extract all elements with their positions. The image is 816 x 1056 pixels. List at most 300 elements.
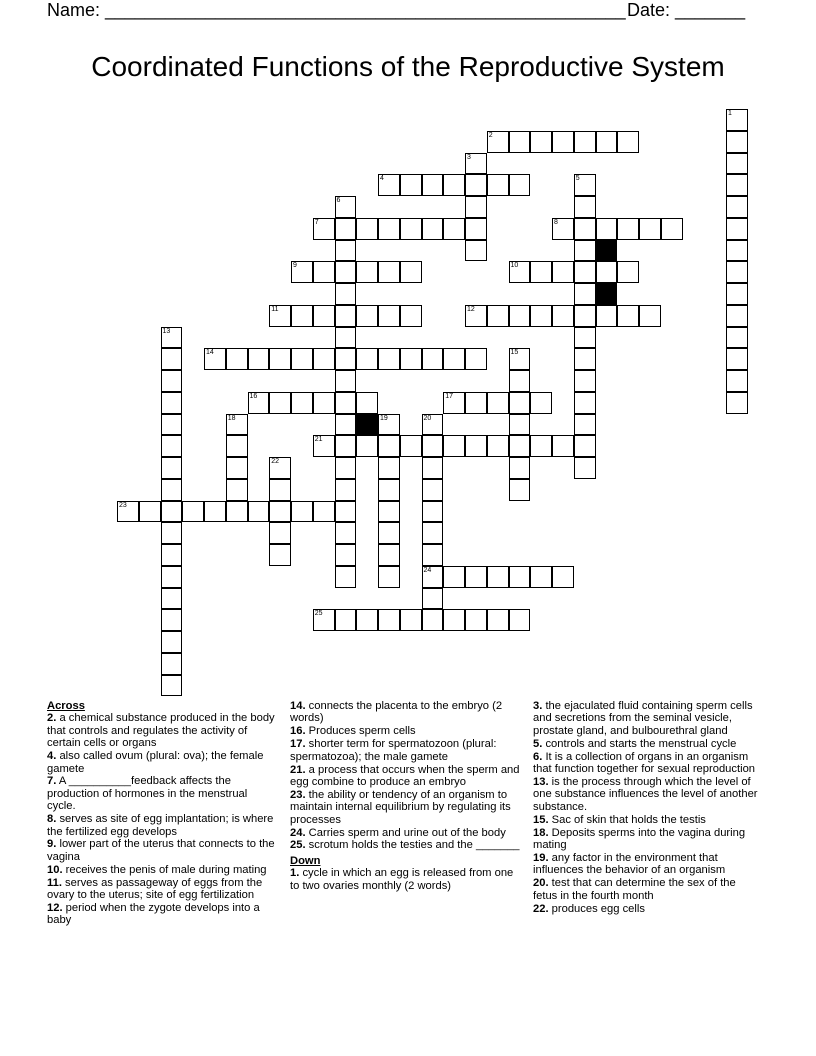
grid-cell[interactable] <box>509 131 531 153</box>
grid-cell[interactable] <box>313 305 335 327</box>
grid-cell[interactable] <box>509 457 531 479</box>
clue-text: controls and starts the menstrual cycle <box>542 737 737 750</box>
grid-cell[interactable] <box>487 392 509 414</box>
grid-cell[interactable] <box>378 566 400 588</box>
name-field[interactable]: Name: ____________________________________________________ <box>47 0 626 20</box>
grid-cell[interactable] <box>443 392 465 414</box>
grid-cell[interactable] <box>443 218 465 240</box>
grid-cell[interactable] <box>574 392 596 414</box>
clue-number: 22. <box>533 902 549 915</box>
clue-number-label: 25 <box>314 610 323 618</box>
clue-text: period when the zygote develops into a baby <box>47 902 260 927</box>
grid-cell[interactable] <box>335 348 357 370</box>
clue-item <box>290 839 522 851</box>
clue-number-label: 18 <box>227 414 236 422</box>
grid-cell[interactable] <box>378 479 400 501</box>
grid-cell[interactable] <box>465 435 487 457</box>
clue-text: Sac of skin that holds the testis <box>548 813 706 826</box>
clue-text: any factor in the environment that influences the behavior of an organism <box>533 851 726 877</box>
clue-text: serves as passageway of eggs from the ovary to the uterus; site of egg fertilization <box>47 876 263 902</box>
clue-number: 25. <box>290 839 306 852</box>
clues-column-1 <box>47 700 275 927</box>
grid-cell[interactable] <box>465 153 487 175</box>
black-cell <box>596 240 618 262</box>
clue-number-label: 19 <box>380 414 388 422</box>
clue-number: 4. <box>47 750 57 763</box>
grid-cell[interactable] <box>574 370 596 392</box>
grid-cell[interactable] <box>269 501 291 523</box>
grid-cell[interactable] <box>335 457 357 479</box>
grid-cell[interactable] <box>378 522 400 544</box>
grid-cell[interactable] <box>313 435 335 457</box>
grid-cell[interactable] <box>335 240 357 262</box>
grid-cell[interactable] <box>726 240 748 262</box>
grid-cell[interactable] <box>726 370 748 392</box>
grid-cell[interactable] <box>726 109 748 131</box>
grid-cell[interactable] <box>335 501 357 523</box>
grid-cell[interactable] <box>465 240 487 262</box>
grid-cell[interactable] <box>726 153 748 175</box>
grid-cell[interactable] <box>509 609 531 631</box>
grid-cell[interactable] <box>530 435 552 457</box>
grid-cell[interactable] <box>422 348 444 370</box>
grid-cell[interactable] <box>269 457 291 479</box>
clue-item <box>533 877 763 902</box>
grid-cell[interactable] <box>161 327 183 349</box>
clue-number: 23. <box>290 788 306 801</box>
grid-cell[interactable] <box>552 305 574 327</box>
grid-cell[interactable] <box>422 457 444 479</box>
clue-number-label: 16 <box>249 392 258 400</box>
grid-cell[interactable] <box>509 174 531 196</box>
grid-cell[interactable] <box>161 631 183 653</box>
grid-cell[interactable] <box>574 218 596 240</box>
clue-item <box>533 827 763 852</box>
grid-cell[interactable] <box>617 131 639 153</box>
clue-number: 9. <box>47 838 57 851</box>
grid-cell[interactable] <box>400 609 422 631</box>
clue-text: Deposits sperms into the vagina during mating <box>533 826 746 851</box>
clue-item <box>47 813 275 838</box>
grid-cell[interactable] <box>313 261 335 283</box>
clue-item <box>533 700 763 737</box>
clue-number-label: 1 <box>728 110 732 117</box>
grid-cell[interactable] <box>530 261 552 283</box>
grid-cell[interactable] <box>422 566 444 588</box>
clue-text: a process that occurs when the sperm and egg combine to produce an embryo <box>290 763 520 788</box>
clue-number: 14. <box>290 700 306 712</box>
clue-number-label: 10 <box>510 262 519 270</box>
grid-cell[interactable] <box>443 435 465 457</box>
grid-cell[interactable] <box>509 479 531 501</box>
clue-item <box>47 750 275 775</box>
grid-cell[interactable] <box>400 261 422 283</box>
grid-cell[interactable] <box>487 609 509 631</box>
grid-cell[interactable] <box>509 435 531 457</box>
clue-number-label: 24 <box>423 566 432 574</box>
clue-number: 2. <box>47 712 57 725</box>
grid-cell[interactable] <box>574 305 596 327</box>
clue-number: 24. <box>290 826 306 839</box>
grid-cell[interactable] <box>400 218 422 240</box>
grid-cell[interactable] <box>465 174 487 196</box>
grid-cell[interactable] <box>726 283 748 305</box>
grid-cell[interactable] <box>161 348 183 370</box>
clue-item <box>533 738 763 750</box>
grid-cell[interactable] <box>313 392 335 414</box>
grid-cell[interactable] <box>291 392 313 414</box>
clue-text: cycle in which an egg is released from one to two ovaries monthly (2 words) <box>290 867 514 892</box>
grid-cell[interactable] <box>161 457 183 479</box>
grid-cell[interactable] <box>639 305 661 327</box>
grid-cell[interactable] <box>726 261 748 283</box>
grid-cell[interactable] <box>509 414 531 436</box>
clue-text: Carries sperm and urine out of the body <box>305 826 506 839</box>
grid-cell[interactable] <box>269 348 291 370</box>
grid-cell[interactable] <box>465 392 487 414</box>
black-cell <box>596 283 618 305</box>
clue-item <box>290 738 522 763</box>
grid-cell[interactable] <box>226 479 248 501</box>
clue-number: 20. <box>533 877 549 890</box>
grid-cell[interactable] <box>552 218 574 240</box>
clue-text: connects the placenta to the embryo (2 words) <box>290 700 503 725</box>
grid-cell[interactable] <box>378 174 400 196</box>
grid-cell[interactable] <box>291 305 313 327</box>
grid-cell[interactable] <box>487 174 509 196</box>
clue-text: a chemical substance produced in the body that controls and regulates the activity of certain cells or organs <box>47 712 275 750</box>
grid-cell[interactable] <box>226 414 248 436</box>
clue-item <box>47 864 275 876</box>
clue-number: 19. <box>533 851 549 864</box>
grid-cell[interactable] <box>400 435 422 457</box>
clue-number-label: 7 <box>314 218 319 226</box>
grid-cell[interactable] <box>422 414 444 436</box>
grid-cell[interactable] <box>378 501 400 523</box>
grid-cell[interactable] <box>617 261 639 283</box>
grid-cell[interactable] <box>335 414 357 436</box>
grid-cell[interactable] <box>465 348 487 370</box>
grid-cell[interactable] <box>465 566 487 588</box>
grid-cell[interactable] <box>530 392 552 414</box>
grid-cell[interactable] <box>269 305 291 327</box>
grid-cell[interactable] <box>465 609 487 631</box>
grid-cell[interactable] <box>378 218 400 240</box>
grid-cell[interactable] <box>161 414 183 436</box>
clue-number-label: 5 <box>575 175 580 183</box>
grid-cell[interactable] <box>530 566 552 588</box>
grid-cell[interactable] <box>726 218 748 240</box>
clue-number-label: 23 <box>119 501 127 509</box>
grid-cell[interactable] <box>726 305 748 327</box>
clue-number: 6. <box>533 750 543 763</box>
grid-cell[interactable] <box>422 479 444 501</box>
grid-cell[interactable] <box>509 566 531 588</box>
clue-number: 12. <box>47 902 63 914</box>
clue-text: serves as site of egg implantation; is where the fertilized egg develops <box>47 813 274 838</box>
grid-cell[interactable] <box>530 305 552 327</box>
grid-cell[interactable] <box>487 131 509 153</box>
grid-cell[interactable] <box>335 218 357 240</box>
grid-cell[interactable] <box>161 479 183 501</box>
grid-cell[interactable] <box>378 414 400 436</box>
grid-cell[interactable] <box>443 609 465 631</box>
grid-cell[interactable] <box>422 218 444 240</box>
clue-text: shorter term for spermatozoon (plural: spermatozoa); the male gamete <box>290 738 497 763</box>
grid-cell[interactable] <box>313 501 335 523</box>
clue-item <box>533 776 763 813</box>
grid-cell[interactable] <box>487 566 509 588</box>
clue-text: also called ovum (plural: ova); the female gamete <box>47 750 264 775</box>
clue-item <box>47 877 275 902</box>
grid-cell[interactable] <box>465 218 487 240</box>
grid-cell[interactable] <box>226 435 248 457</box>
clue-number-label: 4 <box>380 175 384 183</box>
grid-cell[interactable] <box>378 609 400 631</box>
grid-cell[interactable] <box>161 609 183 631</box>
clue-number-label: 11 <box>271 305 279 313</box>
grid-cell[interactable] <box>161 588 183 610</box>
clue-text: test that can determine the sex of the fetus in the fourth month <box>533 877 736 902</box>
grid-cell[interactable] <box>378 305 400 327</box>
grid-cell[interactable] <box>422 522 444 544</box>
grid-cell[interactable] <box>161 675 183 697</box>
clue-number-label: 2 <box>488 131 493 139</box>
grid-cell[interactable] <box>161 370 183 392</box>
clue-number: 8. <box>47 813 57 826</box>
grid-cell[interactable] <box>487 305 509 327</box>
clue-number: 5. <box>533 737 543 750</box>
grid-cell[interactable] <box>400 174 422 196</box>
grid-cell[interactable] <box>356 392 378 414</box>
grid-cell[interactable] <box>313 348 335 370</box>
grid-cell[interactable] <box>161 544 183 566</box>
grid-cell[interactable] <box>726 174 748 196</box>
grid-cell[interactable] <box>335 392 357 414</box>
grid-cell[interactable] <box>596 131 618 153</box>
clue-number-label: 21 <box>314 436 323 444</box>
grid-cell[interactable] <box>161 566 183 588</box>
grid-cell[interactable] <box>509 370 531 392</box>
grid-cell[interactable] <box>552 261 574 283</box>
clues-column-3 <box>533 700 763 915</box>
grid-cell[interactable] <box>574 240 596 262</box>
black-cell <box>356 414 378 436</box>
grid-cell[interactable] <box>574 327 596 349</box>
clue-item <box>533 852 763 877</box>
grid-cell[interactable] <box>726 131 748 153</box>
clue-number: 15. <box>533 813 549 826</box>
grid-cell[interactable] <box>617 305 639 327</box>
grid-cell[interactable] <box>269 392 291 414</box>
grid-cell[interactable] <box>574 435 596 457</box>
grid-cell[interactable] <box>313 609 335 631</box>
grid-cell[interactable] <box>596 261 618 283</box>
grid-cell[interactable] <box>335 370 357 392</box>
grid-cell[interactable] <box>509 348 531 370</box>
grid-cell[interactable] <box>552 131 574 153</box>
clue-number: 21. <box>290 763 306 776</box>
grid-cell[interactable] <box>248 392 270 414</box>
grid-cell[interactable] <box>443 174 465 196</box>
grid-cell[interactable] <box>378 348 400 370</box>
clue-number: 7. <box>47 775 57 788</box>
clue-number-label: 6 <box>336 197 341 204</box>
grid-cell[interactable] <box>509 392 531 414</box>
grid-cell[interactable] <box>400 348 422 370</box>
clue-number-label: 20 <box>423 414 432 422</box>
grid-cell[interactable] <box>596 305 618 327</box>
grid-cell[interactable] <box>269 479 291 501</box>
date-field[interactable]: Date: _______ <box>627 0 746 20</box>
grid-cell[interactable] <box>726 196 748 218</box>
grid-cell[interactable] <box>335 196 357 218</box>
clue-text: the ability or tendency of an organism to maintain internal equilibrium by regulating its processes <box>290 788 511 826</box>
down-heading: Down <box>290 854 321 867</box>
grid-cell[interactable] <box>117 501 139 523</box>
grid-cell[interactable] <box>335 566 357 588</box>
grid-cell[interactable] <box>226 501 248 523</box>
grid-cell[interactable] <box>161 653 183 675</box>
grid-cell[interactable] <box>356 609 378 631</box>
grid-cell[interactable] <box>574 196 596 218</box>
grid-cell[interactable] <box>356 218 378 240</box>
clue-item <box>47 838 275 863</box>
grid-cell[interactable] <box>443 566 465 588</box>
clue-item <box>533 814 763 826</box>
clue-number: 1. <box>290 867 300 880</box>
clue-number-label: 17 <box>445 392 454 400</box>
grid-cell[interactable] <box>422 501 444 523</box>
grid-cell[interactable] <box>204 348 226 370</box>
grid-cell[interactable] <box>422 588 444 610</box>
clue-item <box>47 902 275 927</box>
clue-text: the ejaculated fluid containing sperm cells and secretions from the seminal vesicle, prostate gland, and bulbourethral gland <box>533 700 753 737</box>
grid-cell[interactable] <box>574 131 596 153</box>
clue-number-label: 15 <box>510 349 519 357</box>
grid-cell[interactable] <box>335 522 357 544</box>
grid-cell[interactable] <box>639 218 661 240</box>
grid-cell[interactable] <box>291 348 313 370</box>
clues-column-2 <box>290 700 522 893</box>
grid-cell[interactable] <box>465 305 487 327</box>
grid-cell[interactable] <box>378 544 400 566</box>
grid-cell[interactable] <box>726 392 748 414</box>
grid-cell[interactable] <box>617 218 639 240</box>
grid-cell[interactable] <box>356 348 378 370</box>
clue-number: 10. <box>47 863 63 876</box>
grid-cell[interactable] <box>335 479 357 501</box>
grid-cell[interactable] <box>291 501 313 523</box>
grid-cell[interactable] <box>443 348 465 370</box>
grid-cell[interactable] <box>552 435 574 457</box>
grid-cell[interactable] <box>335 327 357 349</box>
grid-cell[interactable] <box>204 501 226 523</box>
page-title: Coordinated Functions of the Reproductive System <box>91 51 725 82</box>
grid-cell[interactable] <box>356 261 378 283</box>
clue-number: 16. <box>290 725 306 738</box>
grid-cell[interactable] <box>269 522 291 544</box>
clue-number-label: 9 <box>293 262 297 270</box>
grid-cell[interactable] <box>335 305 357 327</box>
grid-cell[interactable] <box>161 522 183 544</box>
clue-item <box>290 700 522 725</box>
grid-cell[interactable] <box>509 261 531 283</box>
grid-cell[interactable] <box>335 544 357 566</box>
grid-cell[interactable] <box>726 348 748 370</box>
clue-number-label: 12 <box>467 305 475 313</box>
clue-text: A __________feedback affects the production of hormones in the menstrual cycle. <box>47 775 248 813</box>
grid-cell[interactable] <box>574 348 596 370</box>
grid-cell[interactable] <box>161 392 183 414</box>
grid-cell[interactable] <box>139 501 161 523</box>
grid-cell[interactable] <box>161 435 183 457</box>
grid-cell[interactable] <box>335 609 357 631</box>
grid-cell[interactable] <box>530 131 552 153</box>
grid-cell[interactable] <box>335 435 357 457</box>
grid-cell[interactable] <box>226 457 248 479</box>
grid-cell[interactable] <box>726 327 748 349</box>
grid-cell[interactable] <box>422 609 444 631</box>
grid-cell[interactable] <box>226 348 248 370</box>
grid-cell[interactable] <box>422 435 444 457</box>
grid-cell[interactable] <box>161 501 183 523</box>
clue-text: receives the penis of male during mating <box>62 863 267 876</box>
clue-number-label: 22 <box>271 458 280 465</box>
grid-cell[interactable] <box>574 261 596 283</box>
grid-cell[interactable] <box>248 501 270 523</box>
grid-cell[interactable] <box>596 218 618 240</box>
grid-cell[interactable] <box>335 283 357 305</box>
grid-cell[interactable] <box>248 348 270 370</box>
grid-cell[interactable] <box>378 457 400 479</box>
clue-item <box>47 775 275 812</box>
grid-cell[interactable] <box>574 457 596 479</box>
grid-cell[interactable] <box>487 435 509 457</box>
grid-cell[interactable] <box>552 566 574 588</box>
clue-number-label: 3 <box>467 153 471 161</box>
grid-cell[interactable] <box>378 435 400 457</box>
grid-cell[interactable] <box>335 261 357 283</box>
grid-cell[interactable] <box>356 305 378 327</box>
grid-cell[interactable] <box>422 544 444 566</box>
grid-cell[interactable] <box>269 544 291 566</box>
grid-cell[interactable] <box>378 261 400 283</box>
across-heading: Across <box>47 700 85 712</box>
grid-cell[interactable] <box>574 283 596 305</box>
clue-number: 11. <box>47 876 62 889</box>
grid-cell[interactable] <box>661 218 683 240</box>
clue-item <box>290 789 522 826</box>
grid-cell[interactable] <box>400 305 422 327</box>
grid-cell[interactable] <box>182 501 204 523</box>
grid-cell[interactable] <box>356 435 378 457</box>
clue-item <box>533 751 763 776</box>
clue-item <box>290 827 522 839</box>
grid-cell[interactable] <box>574 414 596 436</box>
grid-cell[interactable] <box>313 218 335 240</box>
grid-cell[interactable] <box>291 261 313 283</box>
clue-number: 3. <box>533 700 543 712</box>
clue-number: 18. <box>533 826 549 839</box>
clue-text: lower part of the uterus that connects to the vagina <box>47 838 275 863</box>
clue-item <box>533 903 763 915</box>
grid-cell[interactable] <box>574 174 596 196</box>
grid-cell[interactable] <box>422 174 444 196</box>
clue-text: Produces sperm cells <box>305 725 416 738</box>
grid-cell[interactable] <box>509 305 531 327</box>
grid-cell[interactable] <box>465 196 487 218</box>
